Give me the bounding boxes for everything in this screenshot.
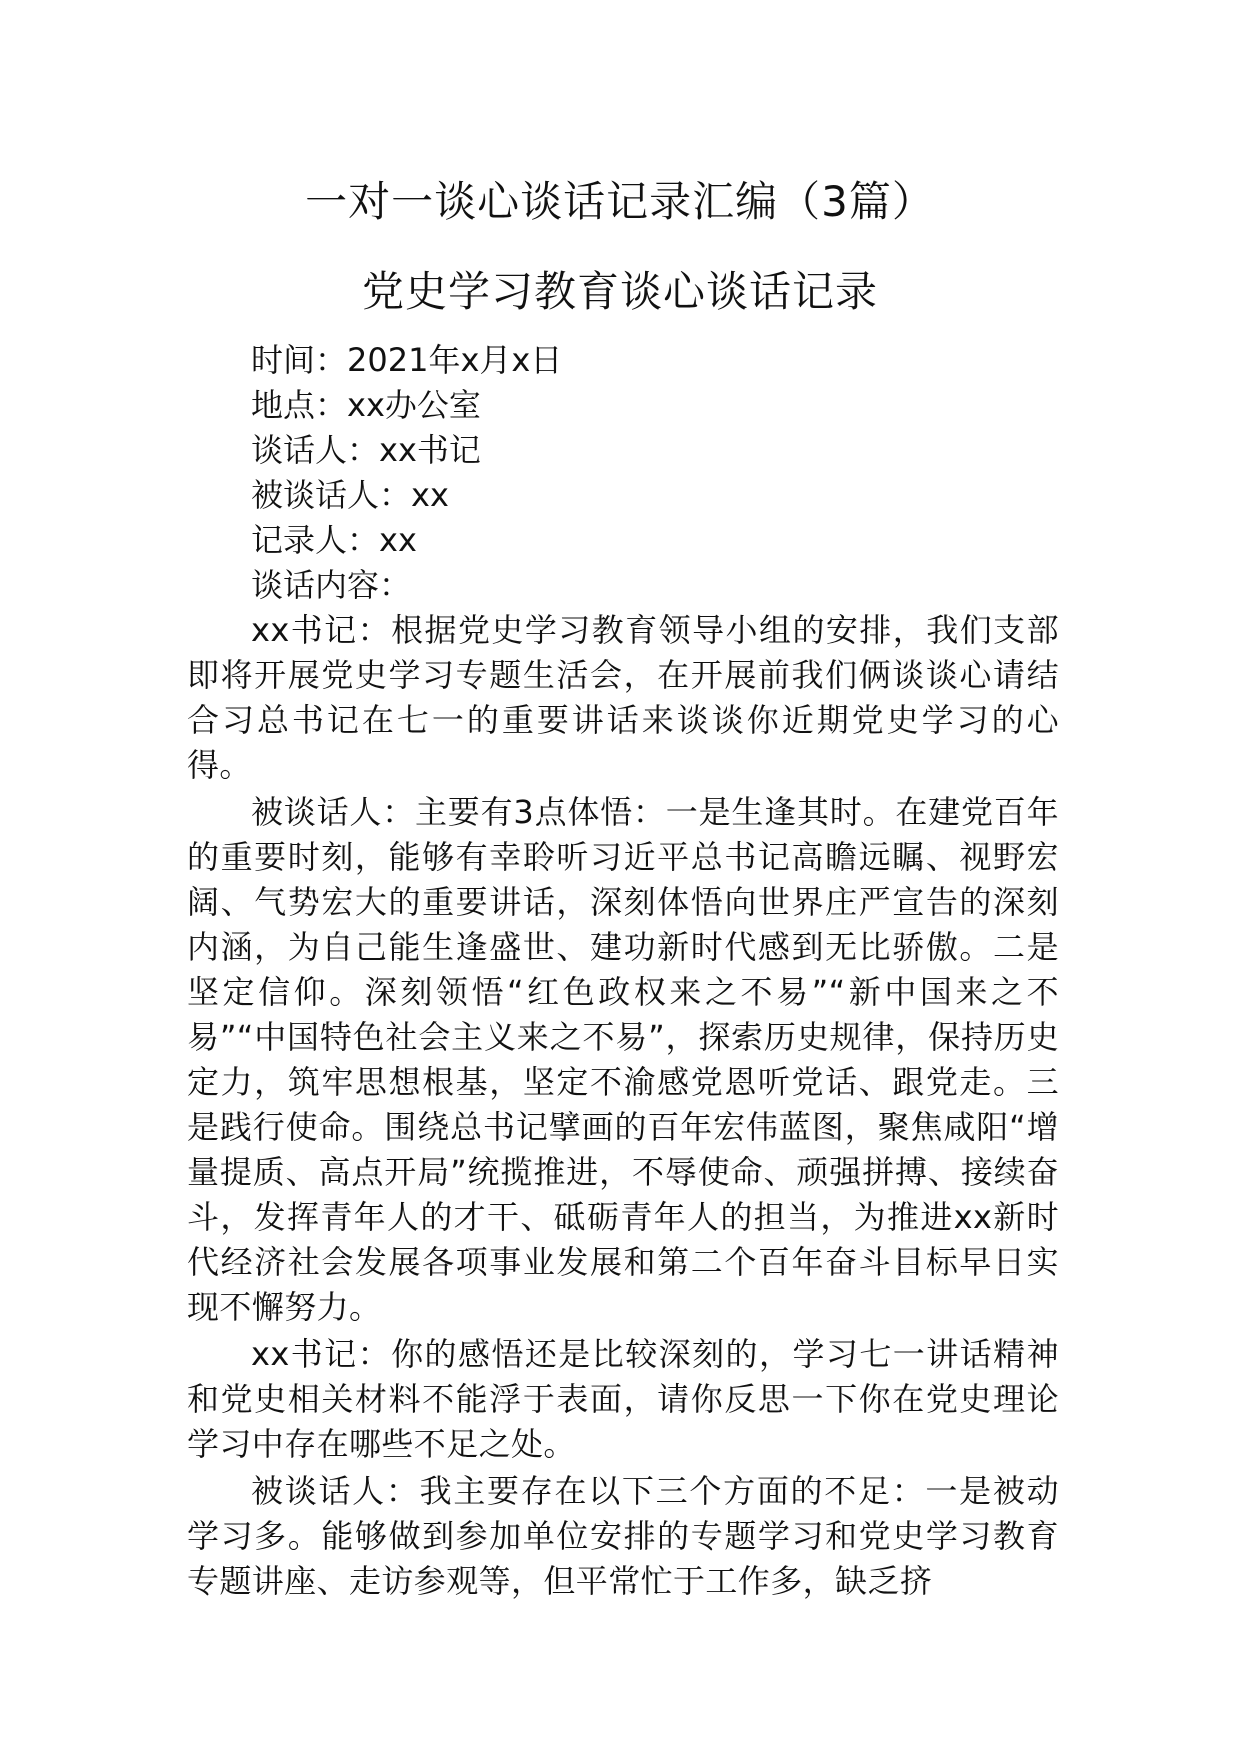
meeting-speaker: 谈话人：xx书记: [251, 431, 481, 469]
meeting-place: 地点：xx办公室: [251, 386, 481, 424]
paragraph: 被谈话人：主要有3点体悟：一是生逢其时。在建党百年的重要时刻，能够有幸聆听习近平总书记高瞻远瞩、视野宏阔、气势宏大的重要讲话，深刻体悟向世界庄严宣告的深刻内涵，为自己能生逢盛世、建功新时代感到无比骄傲。二是坚定信仰。深刻领悟“红色政权来之不易”“新中国来之不易”“中国特色社会主义来之不易”，探索历史规律，保持历史定力，筑牢思想根基，坚定不渝感党恩听党话、跟党走。三是践行使命。围绕总书记擘画的百年宏伟蓝图，聚焦咸阳“增量提质、高点开局”统揽推进，不辱使命、顽强拼搏、接续奋斗，发挥青年人的才干、砥砺青年人的担当，为推进xx新时代经济社会发展各项事业发展和第二个百年奋斗目标早日实现不懈努力。: [187, 793, 1059, 1326]
paragraph: 被谈话人：我主要存在以下三个方面的不足：一是被动学习多。能够做到参加单位安排的专题学习和党史学习教育专题讲座、走访参观等，但平常忙于工作多，缺乏挤: [187, 1472, 1059, 1600]
document-body: [187, 338, 1059, 1606]
document-subtitle: 党史学习教育谈心谈话记录: [361, 267, 878, 316]
paragraph: xx书记：根据党史学习教育领导小组的安排，我们支部即将开展党史学习专题生活会，在开展前我们俩谈谈心请结合习总书记在七一的重要讲话来谈谈你近期党史学习的心得。: [187, 611, 1059, 784]
conversation-content: [187, 608, 1059, 1604]
meeting-time: 时间：2021年x月x日: [251, 341, 563, 379]
document-title: 一对一谈心谈话记录汇编（3篇）: [305, 177, 935, 226]
paragraph: xx书记：你的感悟还是比较深刻的，学习七一讲话精神和党史相关材料不能浮于表面，请你反思一下你在党史理论学习中存在哪些不足之处。: [187, 1335, 1059, 1463]
meeting-interviewee: 被谈话人：xx: [251, 476, 449, 514]
meeting-recorder: 记录人：xx: [251, 521, 417, 559]
meeting-info: [187, 338, 1059, 608]
content-label: 谈话内容：: [251, 566, 412, 604]
